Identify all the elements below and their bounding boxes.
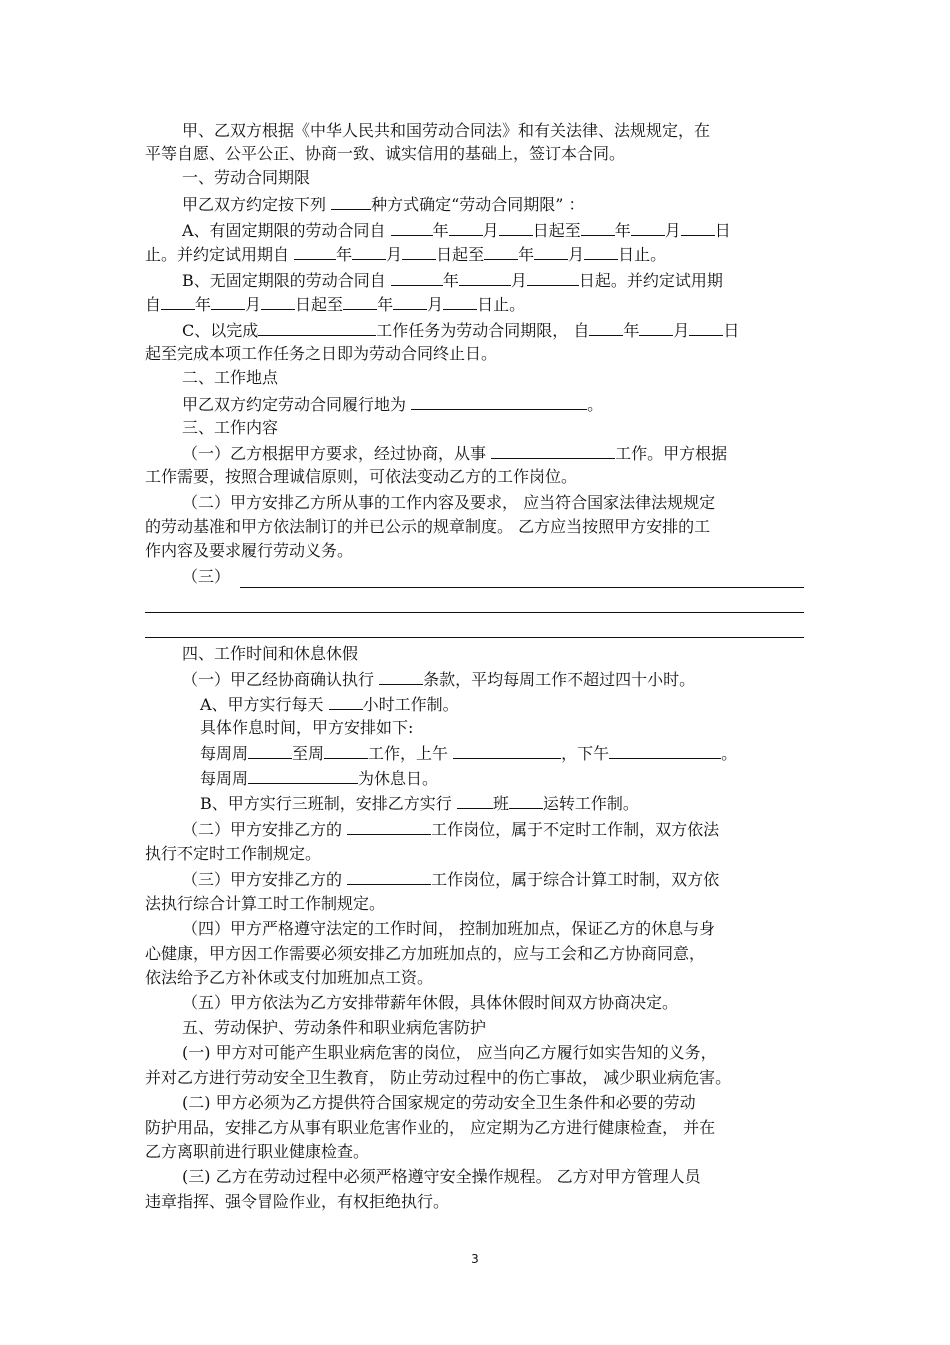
fill-in-blank[interactable] (258, 319, 376, 336)
text-line (145, 566, 844, 588)
text-line (145, 868, 844, 891)
text-segment: （一）乙方根据甲方要求，经过协商，从事 (182, 444, 492, 463)
text-segment: 工作岗位，属于综合计算工时制，双方依 (431, 870, 720, 889)
text-segment: 二、工作地点 (182, 368, 279, 387)
text-segment: （三） (182, 567, 231, 586)
text-line (145, 893, 807, 915)
text-segment: 运转工作制。 (542, 794, 639, 813)
fill-in-blank[interactable] (329, 693, 363, 710)
fill-in-blank[interactable] (347, 818, 431, 835)
text-line (145, 967, 807, 989)
text-segment: （一）甲乙经协商确认执行 (182, 670, 380, 689)
text-line (145, 393, 844, 416)
text-line (145, 319, 844, 342)
text-line (145, 540, 807, 562)
fill-in-blank[interactable] (589, 319, 623, 336)
fill-in-blank[interactable] (402, 243, 436, 260)
text-segment: 年 (614, 221, 631, 240)
text-segment: 每周周 (200, 744, 249, 763)
text-line (145, 1117, 807, 1139)
text-segment: 止。并约定试用期自 (145, 245, 295, 264)
text-line (145, 792, 862, 815)
text-segment: 平等自愿、公平公正、协商一致、诚实信用的基础上，签订本合同。 (145, 144, 626, 163)
text-line (145, 243, 807, 266)
fill-in-blank[interactable] (491, 442, 615, 459)
text-line (145, 343, 807, 365)
text-segment: (三) 乙方在劳动过程中必须严格遵守安全操作规程。 乙方对甲方管理人员 (182, 1167, 701, 1186)
text-line (145, 466, 807, 488)
text-segment: 工作，上午 (368, 744, 454, 763)
fill-in-blank[interactable] (324, 742, 368, 759)
text-segment: （二）甲方安排乙方所从事的工作内容及要求， 应当符合国家法律法规规定 (182, 493, 716, 512)
text-segment: 条款，平均每周工作不超过四十小时。 (423, 670, 696, 689)
text-segment: A、有固定期限的劳动合同自 (182, 221, 391, 240)
text-segment: （二）甲方安排乙方的 (182, 820, 348, 839)
fill-in-line[interactable] (145, 637, 804, 638)
text-segment: 年 (518, 245, 535, 264)
text-segment: 月 (568, 245, 585, 264)
text-segment: 月 (386, 245, 403, 264)
text-segment: 违章指挥、强令冒险作业，有权拒绝执行。 (145, 1192, 450, 1211)
text-segment: 。 (721, 744, 738, 763)
text-segment: 日止。 (477, 295, 526, 314)
fill-in-blank[interactable] (581, 219, 615, 236)
fill-in-blank[interactable] (453, 742, 561, 759)
text-segment: 年 (336, 245, 353, 264)
text-segment: 起至完成本项工作任务之日即为劳动合同终止日。 (145, 344, 498, 363)
fill-in-blank[interactable] (391, 269, 443, 286)
text-line (145, 1017, 844, 1039)
text-segment: 日起至 (532, 221, 581, 240)
text-line (145, 1042, 844, 1064)
text-segment: 一、劳动合同期限 (182, 168, 311, 187)
fill-in-blank[interactable] (457, 792, 493, 809)
text-segment: B、甲方实行三班制，安排乙方实行 (200, 794, 457, 813)
fill-in-blank[interactable] (352, 243, 386, 260)
fill-in-blank[interactable] (343, 293, 377, 310)
text-line (145, 943, 807, 965)
text-segment: 每周周 (200, 769, 249, 788)
text-segment: 甲乙双方约定按下列 (182, 195, 332, 214)
text-segment: 工作。甲方根据 (615, 444, 728, 463)
text-segment: C、以完成 (182, 321, 259, 340)
text-segment: (一) 甲方对可能产生职业病危害的岗位， 应当向乙方履行如实告知的义务， (182, 1043, 717, 1062)
text-segment: 日 (723, 321, 740, 340)
page-number: 3 (471, 1252, 479, 1266)
text-segment: 工作岗位，属于不定时工作制，双方依法 (431, 820, 720, 839)
text-line (145, 693, 862, 716)
text-line (145, 767, 862, 790)
text-segment: 月 (664, 221, 681, 240)
text-segment: （五）甲方依法为乙方安排带薪年休假，具体休假时间双方协商决定。 (182, 993, 679, 1012)
text-segment: 月 (427, 295, 444, 314)
text-segment: 日起至 (436, 245, 485, 264)
text-segment: （四）甲方严格遵守法定的工作时间， 控制加班加点，保证乙方的休息与身 (182, 919, 716, 938)
text-segment: 日起至 (295, 295, 344, 314)
text-line (145, 269, 844, 292)
fill-in-blank[interactable] (411, 393, 587, 410)
text-segment: 防护用品，安排乙方从事有职业危害作业的， 应定期为乙方进行健康检查， 并在 (145, 1118, 716, 1137)
text-segment: 自 (145, 295, 162, 314)
text-segment: 为休息日。 (358, 769, 439, 788)
text-segment: 乙方离职前进行职业健康检查。 (145, 1142, 370, 1161)
fill-in-blank[interactable] (379, 668, 423, 685)
text-segment: 月 (673, 321, 690, 340)
text-line (145, 843, 807, 865)
fill-in-blank[interactable] (509, 792, 543, 809)
fill-in-blank[interactable] (393, 293, 427, 310)
fill-in-blank[interactable] (681, 219, 715, 236)
text-line (145, 293, 807, 316)
text-segment: 心健康，甲方因工作需要必须安排乙方加班加点的，应与工会和乙方协商同意， (145, 944, 706, 963)
text-segment: 年 (442, 271, 459, 290)
text-line (145, 516, 807, 538)
text-segment: 。 (587, 395, 604, 414)
text-line (145, 818, 844, 841)
fill-in-line[interactable] (240, 587, 804, 588)
fill-in-blank[interactable] (449, 219, 483, 236)
text-segment: 小时工作制。 (362, 695, 459, 714)
text-line (145, 717, 862, 739)
text-line (145, 918, 844, 940)
text-segment: 工作任务为劳动合同期限， 自 (376, 321, 590, 340)
text-segment: 年 (623, 321, 640, 340)
text-segment: (二) 甲方必须为乙方提供符合国家规定的劳动安全卫生条件和必要的劳动 (182, 1093, 696, 1112)
text-segment: 班 (492, 794, 509, 813)
text-segment: 日 (714, 221, 731, 240)
text-segment: A、甲方实行每天 (200, 695, 329, 714)
text-segment: 执行不定时工作制规定。 (145, 844, 322, 863)
text-line (145, 367, 844, 389)
fill-in-blank[interactable] (443, 293, 477, 310)
text-line (145, 193, 844, 216)
text-line (145, 742, 862, 765)
text-line (145, 1191, 807, 1213)
text-line (145, 417, 844, 439)
text-line (145, 143, 807, 165)
text-segment: ，下午 (561, 744, 610, 763)
text-segment: 年 (195, 295, 212, 314)
fill-in-blank[interactable] (534, 243, 568, 260)
text-segment: 四、工作时间和休息休假 (182, 644, 359, 663)
text-segment: 月 (245, 295, 262, 314)
fill-in-blank[interactable] (248, 742, 292, 759)
text-segment: 至周 (292, 744, 325, 763)
fill-in-blank[interactable] (499, 219, 533, 236)
text-segment: 作内容及要求履行劳动义务。 (145, 541, 354, 560)
text-segment: B、无固定期限的劳动合同自 (182, 271, 391, 290)
text-segment: 月 (482, 221, 499, 240)
fill-in-blank[interactable] (294, 243, 336, 260)
fill-in-blank[interactable] (609, 742, 721, 759)
text-line (145, 668, 844, 691)
text-line (145, 219, 844, 242)
fill-in-blank[interactable] (459, 269, 511, 286)
text-line (145, 120, 844, 142)
text-line (145, 1067, 807, 1089)
fill-in-blank[interactable] (527, 269, 579, 286)
fill-in-blank[interactable] (639, 319, 673, 336)
text-line (145, 167, 844, 189)
fill-in-blank[interactable] (161, 293, 195, 310)
text-segment: （三）甲方安排乙方的 (182, 870, 348, 889)
text-segment: 依法给予乙方补休或支付加班加点工资。 (145, 968, 434, 987)
text-segment: 甲乙双方约定劳动合同履行地为 (182, 395, 412, 414)
fill-in-blank[interactable] (211, 293, 245, 310)
text-segment: 日起。并约定试用期 (578, 271, 723, 290)
text-line (145, 1092, 844, 1114)
text-segment: 月 (510, 271, 527, 290)
fill-in-line[interactable] (145, 612, 804, 613)
text-segment: 种方式确定“劳动合同期限” ： (371, 195, 585, 214)
text-segment: 法执行综合计算工时工作制规定。 (145, 894, 386, 913)
text-line (145, 643, 844, 665)
text-line (145, 992, 844, 1014)
text-segment: 的劳动基准和甲方依法制订的并已公示的规章制度。 乙方应当按照甲方安排的工 (145, 517, 711, 536)
text-segment: 具体作息时间，甲方安排如下: (200, 718, 414, 737)
text-segment: 三、工作内容 (182, 418, 279, 437)
text-segment: 甲、乙双方根据《中华人民共和国劳动合同法》和有关法律、法规规定，在 (182, 121, 711, 140)
fill-in-blank[interactable] (391, 219, 433, 236)
fill-in-blank[interactable] (347, 868, 431, 885)
text-segment: 日止。 (618, 245, 667, 264)
fill-in-blank[interactable] (689, 319, 723, 336)
fill-in-blank[interactable] (248, 767, 358, 784)
text-line (145, 1166, 844, 1188)
text-segment: 工作需要，按照合理诚信原则，可依法变动乙方的工作岗位。 (145, 467, 578, 486)
text-segment: 年 (432, 221, 449, 240)
fill-in-blank[interactable] (331, 193, 371, 210)
fill-in-blank[interactable] (631, 219, 665, 236)
text-segment: 五、劳动保护、劳动条件和职业病危害防护 (182, 1018, 487, 1037)
text-line (145, 1141, 807, 1163)
text-segment: 年 (377, 295, 394, 314)
text-line (145, 492, 844, 514)
fill-in-blank[interactable] (261, 293, 295, 310)
fill-in-blank[interactable] (484, 243, 518, 260)
text-segment: 并对乙方进行劳动安全卫生教育， 防止劳动过程中的伤亡事故， 减少职业病危害。 (145, 1068, 732, 1087)
fill-in-blank[interactable] (584, 243, 618, 260)
text-line (145, 442, 844, 465)
